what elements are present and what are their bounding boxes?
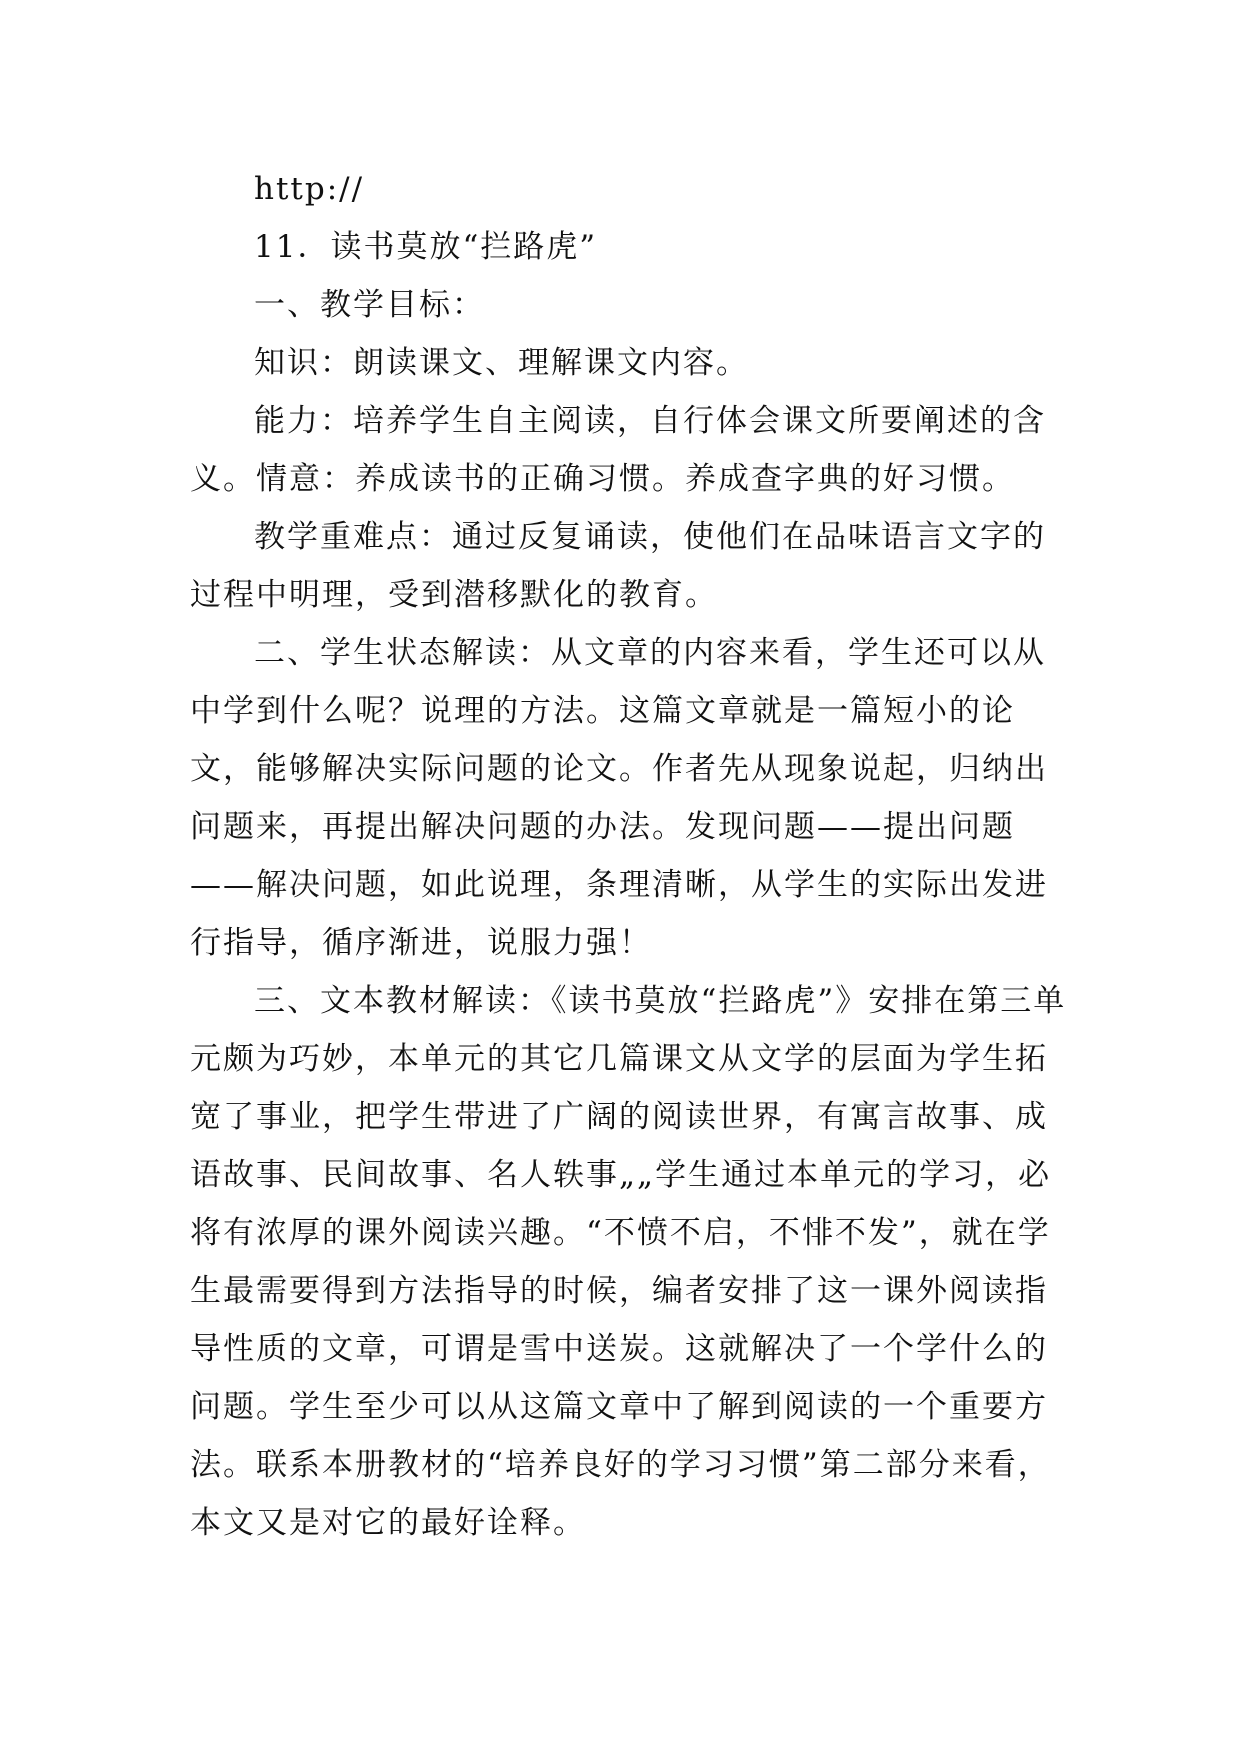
document-body xyxy=(190,160,1070,1552)
key-points-paragraph: 教学重难点：通过反复诵读，使他们在品味语言文字的过程中明理，受到潜移默化的教育。 xyxy=(190,519,1046,613)
ability-emotion-paragraph: 能力：培养学生自主阅读，自行体会课文所要阐述的含义。情意：养成读书的正确习惯。养成查字典的好习惯。 xyxy=(190,403,1046,497)
objectives-heading: 一、教学目标： xyxy=(254,287,485,323)
knowledge-paragraph: 知识：朗读课文、理解课文内容。 xyxy=(254,345,749,381)
text-analysis-paragraph: 三、文本教材解读：《读书莫放“拦路虎”》安排在第三单元颇为巧妙，本单元的其它几篇课文从文学的层面为学生拓宽了事业，把学生带进了广阔的阅读世界，有寓言故事、成语故事、民间故事、名人轶事„„学生通过本单元的学习，必将有浓厚的课外阅读兴趣。“不愤不启，不悱不发”，就在学生最需要得到方法指导的时候，编者安排了这一课外阅读指导性质的文章，可谓是雪中送炭。这就解决了一个学什么的问题。学生至少可以从这篇文章中了解到阅读的一个重要方法。联系本册教材的“培养良好的学习习惯”第二部分来看，本文又是对它的最好诠释。 xyxy=(190,983,1067,1541)
lesson-title: 11．读书莫放“拦路虎” xyxy=(254,229,598,265)
student-state-paragraph: 二、学生状态解读：从文章的内容来看，学生还可以从中学到什么呢？说理的方法。这篇文章就是一篇短小的论文，能够解决实际问题的论文。作者先从现象说起，归纳出问题来，再提出解决问题的办法。发现问题——提出问题——解决问题，如此说理，条理清晰，从学生的实际出发进行指导，循序渐进，说服力强！ xyxy=(190,635,1048,961)
url-line: http:// xyxy=(254,171,365,207)
